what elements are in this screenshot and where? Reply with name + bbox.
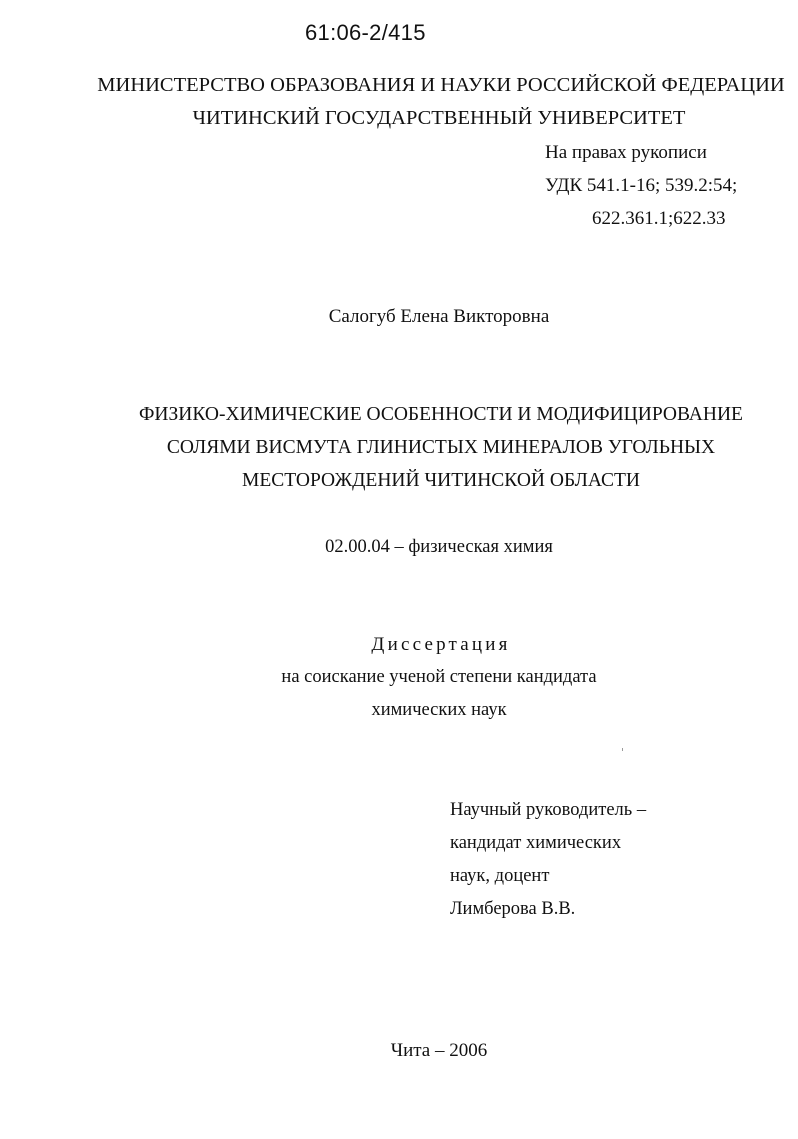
udk-code-line2: 622.361.1;622.33 xyxy=(592,208,726,229)
university-name: ЧИТИНСКИЙ ГОСУДАРСТВЕННЫЙ УНИВЕРСИТЕТ xyxy=(192,107,686,129)
dissertation-title-line3: МЕСТОРОЖДЕНИЙ ЧИТИНСКОЙ ОБЛАСТИ xyxy=(241,470,640,491)
degree-line1: на соискание ученой степени кандидата xyxy=(281,667,597,687)
supervisor-degree-line2: наук, доцент xyxy=(450,866,550,886)
supervisor-role: Научный руководитель – xyxy=(450,800,647,820)
scan-speck xyxy=(622,748,623,751)
supervisor-name: Лимберова В.В. xyxy=(450,899,576,919)
dissertation-label: Диссертация xyxy=(371,634,511,655)
city-year: Чита – 2006 xyxy=(390,1040,488,1061)
udk-code-line1: УДК 541.1-16; 539.2:54; xyxy=(545,175,738,196)
specialty-code: 02.00.04 – физическая химия xyxy=(325,537,553,557)
degree-line2: химических наук xyxy=(371,700,507,720)
dissertation-title-line1: ФИЗИКО-ХИМИЧЕСКИЕ ОСОБЕННОСТИ И МОДИФИЦИРОВАНИЕ xyxy=(139,404,743,425)
author-name: Салогуб Елена Викторовна xyxy=(328,306,550,327)
manuscript-rights: На правах рукописи xyxy=(545,142,707,163)
supervisor-degree-line1: кандидат химических xyxy=(450,833,622,853)
dissertation-title-line2: СОЛЯМИ ВИСМУТА ГЛИНИСТЫХ МИНЕРАЛОВ УГОЛЬНЫХ xyxy=(166,437,716,458)
archive-stamp: 61:06-2/415 xyxy=(305,20,426,45)
ministry-name: МИНИСТЕРСТВО ОБРАЗОВАНИЯ И НАУКИ РОССИЙСКОЙ ФЕДЕРАЦИИ xyxy=(97,74,785,96)
